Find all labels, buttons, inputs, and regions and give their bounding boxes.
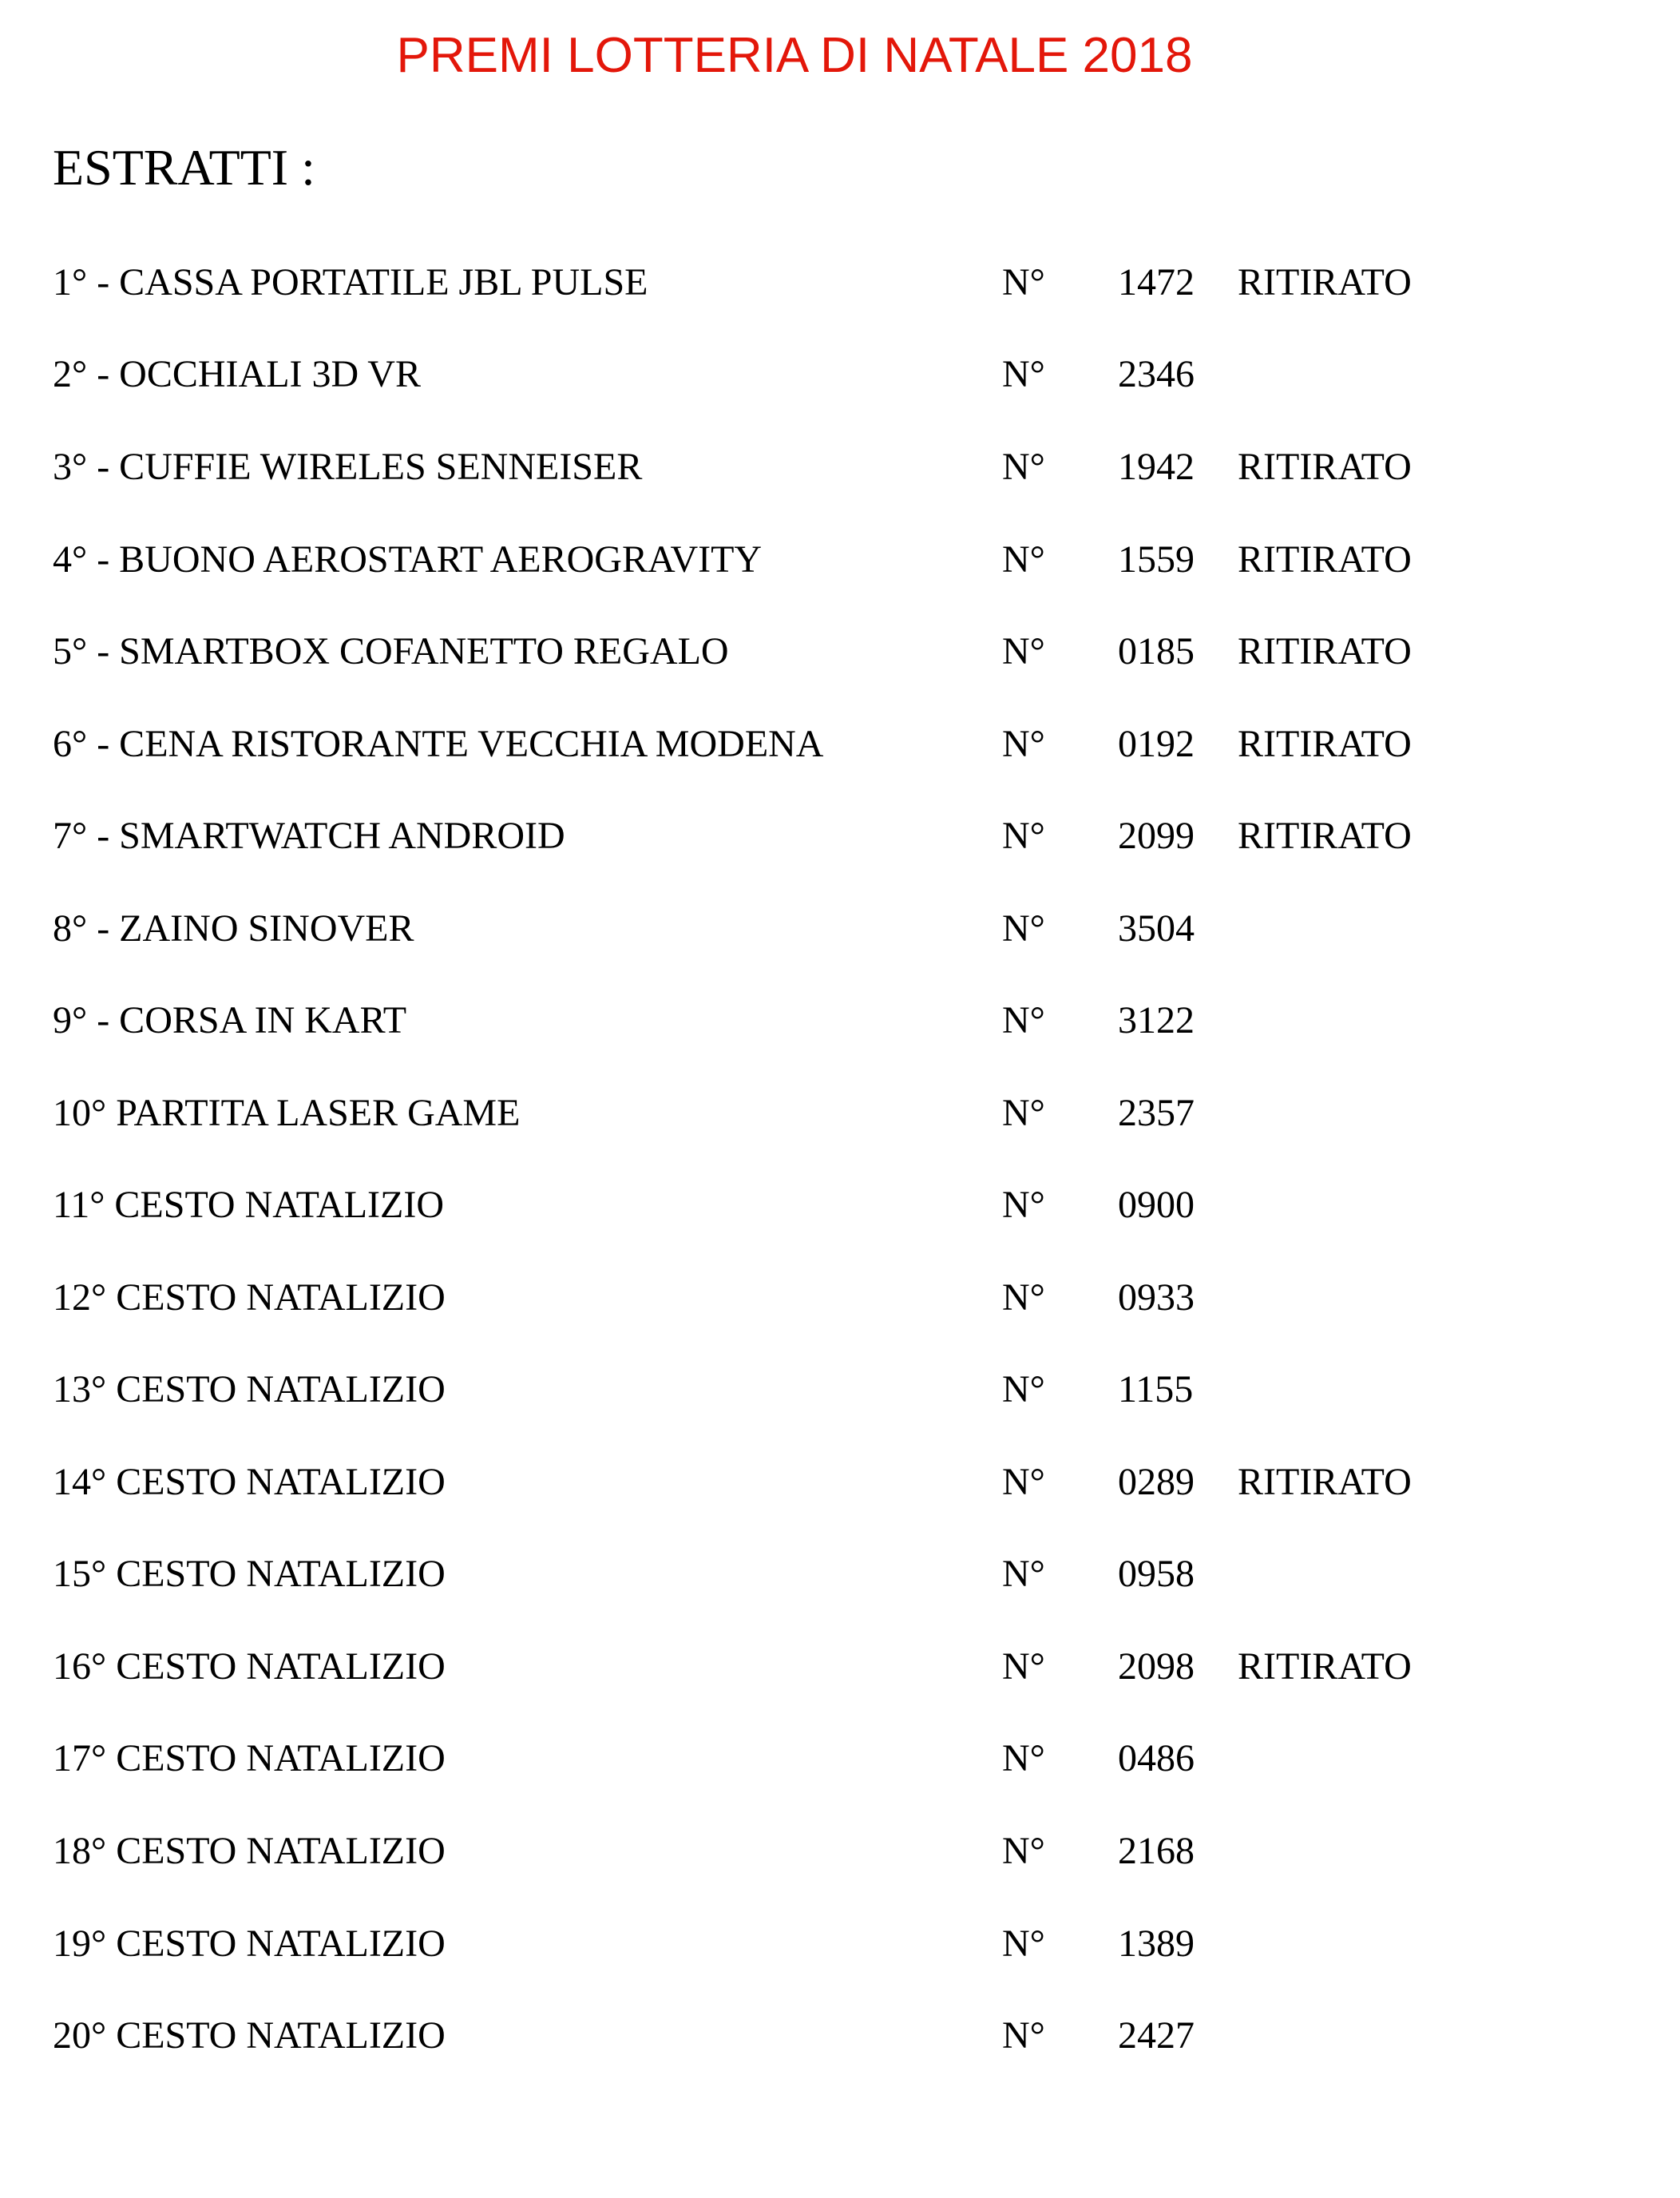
ticket-number: 0289 (1118, 1461, 1195, 1503)
prize-row (0, 1546, 1680, 1602)
ticket-number: 0958 (1118, 1553, 1195, 1595)
prize-name: 8° - ZAINO SINOVER (53, 907, 414, 950)
ticket-number: 1472 (1118, 261, 1195, 304)
prize-row (0, 624, 1680, 680)
number-label: N° (1002, 907, 1045, 950)
number-label: N° (1002, 1461, 1045, 1503)
ticket-number: 2168 (1118, 1830, 1195, 1872)
prize-name: 1° - CASSA PORTATILE JBL PULSE (53, 261, 648, 304)
prize-name: 20° CESTO NATALIZIO (53, 2014, 446, 2057)
prize-name: 9° - CORSA IN KART (53, 999, 407, 1041)
prize-row (0, 716, 1680, 772)
prize-name: 4° - BUONO AEROSTART AEROGRAVITY (53, 538, 763, 581)
ticket-number: 0933 (1118, 1276, 1195, 1319)
ticket-number: 2098 (1118, 1645, 1195, 1688)
prize-row (0, 439, 1680, 495)
number-label: N° (1002, 723, 1045, 765)
prize-row (0, 532, 1680, 588)
ticket-number: 3504 (1118, 907, 1195, 950)
prize-row (0, 1454, 1680, 1510)
prize-name: 10° PARTITA LASER GAME (53, 1092, 521, 1134)
collection-status: RITIRATO (1238, 723, 1412, 765)
prize-row (0, 1823, 1680, 1879)
prize-name: 12° CESTO NATALIZIO (53, 1276, 446, 1319)
prize-row (0, 255, 1680, 311)
prize-name: 16° CESTO NATALIZIO (53, 1645, 446, 1688)
prize-row (0, 1270, 1680, 1326)
collection-status: RITIRATO (1238, 1645, 1412, 1688)
number-label: N° (1002, 1368, 1045, 1410)
number-label: N° (1002, 815, 1045, 857)
prize-row (0, 1362, 1680, 1418)
prize-name: 6° - CENA RISTORANTE VECCHIA MODENA (53, 723, 824, 765)
prize-row (0, 901, 1680, 957)
ticket-number: 2357 (1118, 1092, 1195, 1134)
number-label: N° (1002, 1922, 1045, 1965)
prize-row (0, 347, 1680, 403)
section-heading: ESTRATTI : (53, 139, 315, 196)
prize-name: 3° - CUFFIE WIRELES SENNEISER (53, 446, 643, 488)
prize-row (0, 1916, 1680, 1972)
number-label: N° (1002, 1092, 1045, 1134)
number-label: N° (1002, 630, 1045, 672)
prize-name: 5° - SMARTBOX COFANETTO REGALO (53, 630, 729, 672)
prize-row (0, 1177, 1680, 1233)
number-label: N° (1002, 261, 1045, 304)
prize-row (0, 993, 1680, 1049)
number-label: N° (1002, 1276, 1045, 1319)
ticket-number: 0900 (1118, 1184, 1195, 1226)
number-label: N° (1002, 1645, 1045, 1688)
prize-name: 13° CESTO NATALIZIO (53, 1368, 446, 1410)
collection-status: RITIRATO (1238, 261, 1412, 304)
prize-row (0, 1639, 1680, 1695)
number-label: N° (1002, 1553, 1045, 1595)
number-label: N° (1002, 446, 1045, 488)
number-label: N° (1002, 1737, 1045, 1779)
ticket-number: 1389 (1118, 1922, 1195, 1965)
number-label: N° (1002, 1830, 1045, 1872)
prize-name: 7° - SMARTWATCH ANDROID (53, 815, 565, 857)
number-label: N° (1002, 353, 1045, 395)
prize-name: 18° CESTO NATALIZIO (53, 1830, 446, 1872)
ticket-number: 2099 (1118, 815, 1195, 857)
number-label: N° (1002, 2014, 1045, 2057)
collection-status: RITIRATO (1238, 815, 1412, 857)
ticket-number: 0486 (1118, 1737, 1195, 1779)
ticket-number: 1559 (1118, 538, 1195, 581)
prize-name: 15° CESTO NATALIZIO (53, 1553, 446, 1595)
collection-status: RITIRATO (1238, 630, 1412, 672)
ticket-number: 0192 (1118, 723, 1195, 765)
prize-name: 19° CESTO NATALIZIO (53, 1922, 446, 1965)
prize-name: 11° CESTO NATALIZIO (53, 1184, 444, 1226)
ticket-number: 1155 (1118, 1368, 1194, 1410)
page-title: PREMI LOTTERIA DI NATALE 2018 (396, 28, 1193, 83)
ticket-number: 0185 (1118, 630, 1195, 672)
prize-row (0, 2008, 1680, 2064)
number-label: N° (1002, 538, 1045, 581)
prize-row (0, 1085, 1680, 1141)
ticket-number: 2346 (1118, 353, 1195, 395)
collection-status: RITIRATO (1238, 1461, 1412, 1503)
number-label: N° (1002, 999, 1045, 1041)
prize-row (0, 1731, 1680, 1787)
prize-name: 2° - OCCHIALI 3D VR (53, 353, 421, 395)
prize-name: 17° CESTO NATALIZIO (53, 1737, 446, 1779)
number-label: N° (1002, 1184, 1045, 1226)
collection-status: RITIRATO (1238, 538, 1412, 581)
prize-row (0, 808, 1680, 864)
prize-name: 14° CESTO NATALIZIO (53, 1461, 446, 1503)
collection-status: RITIRATO (1238, 446, 1412, 488)
ticket-number: 3122 (1118, 999, 1195, 1041)
ticket-number: 1942 (1118, 446, 1195, 488)
ticket-number: 2427 (1118, 2014, 1195, 2057)
